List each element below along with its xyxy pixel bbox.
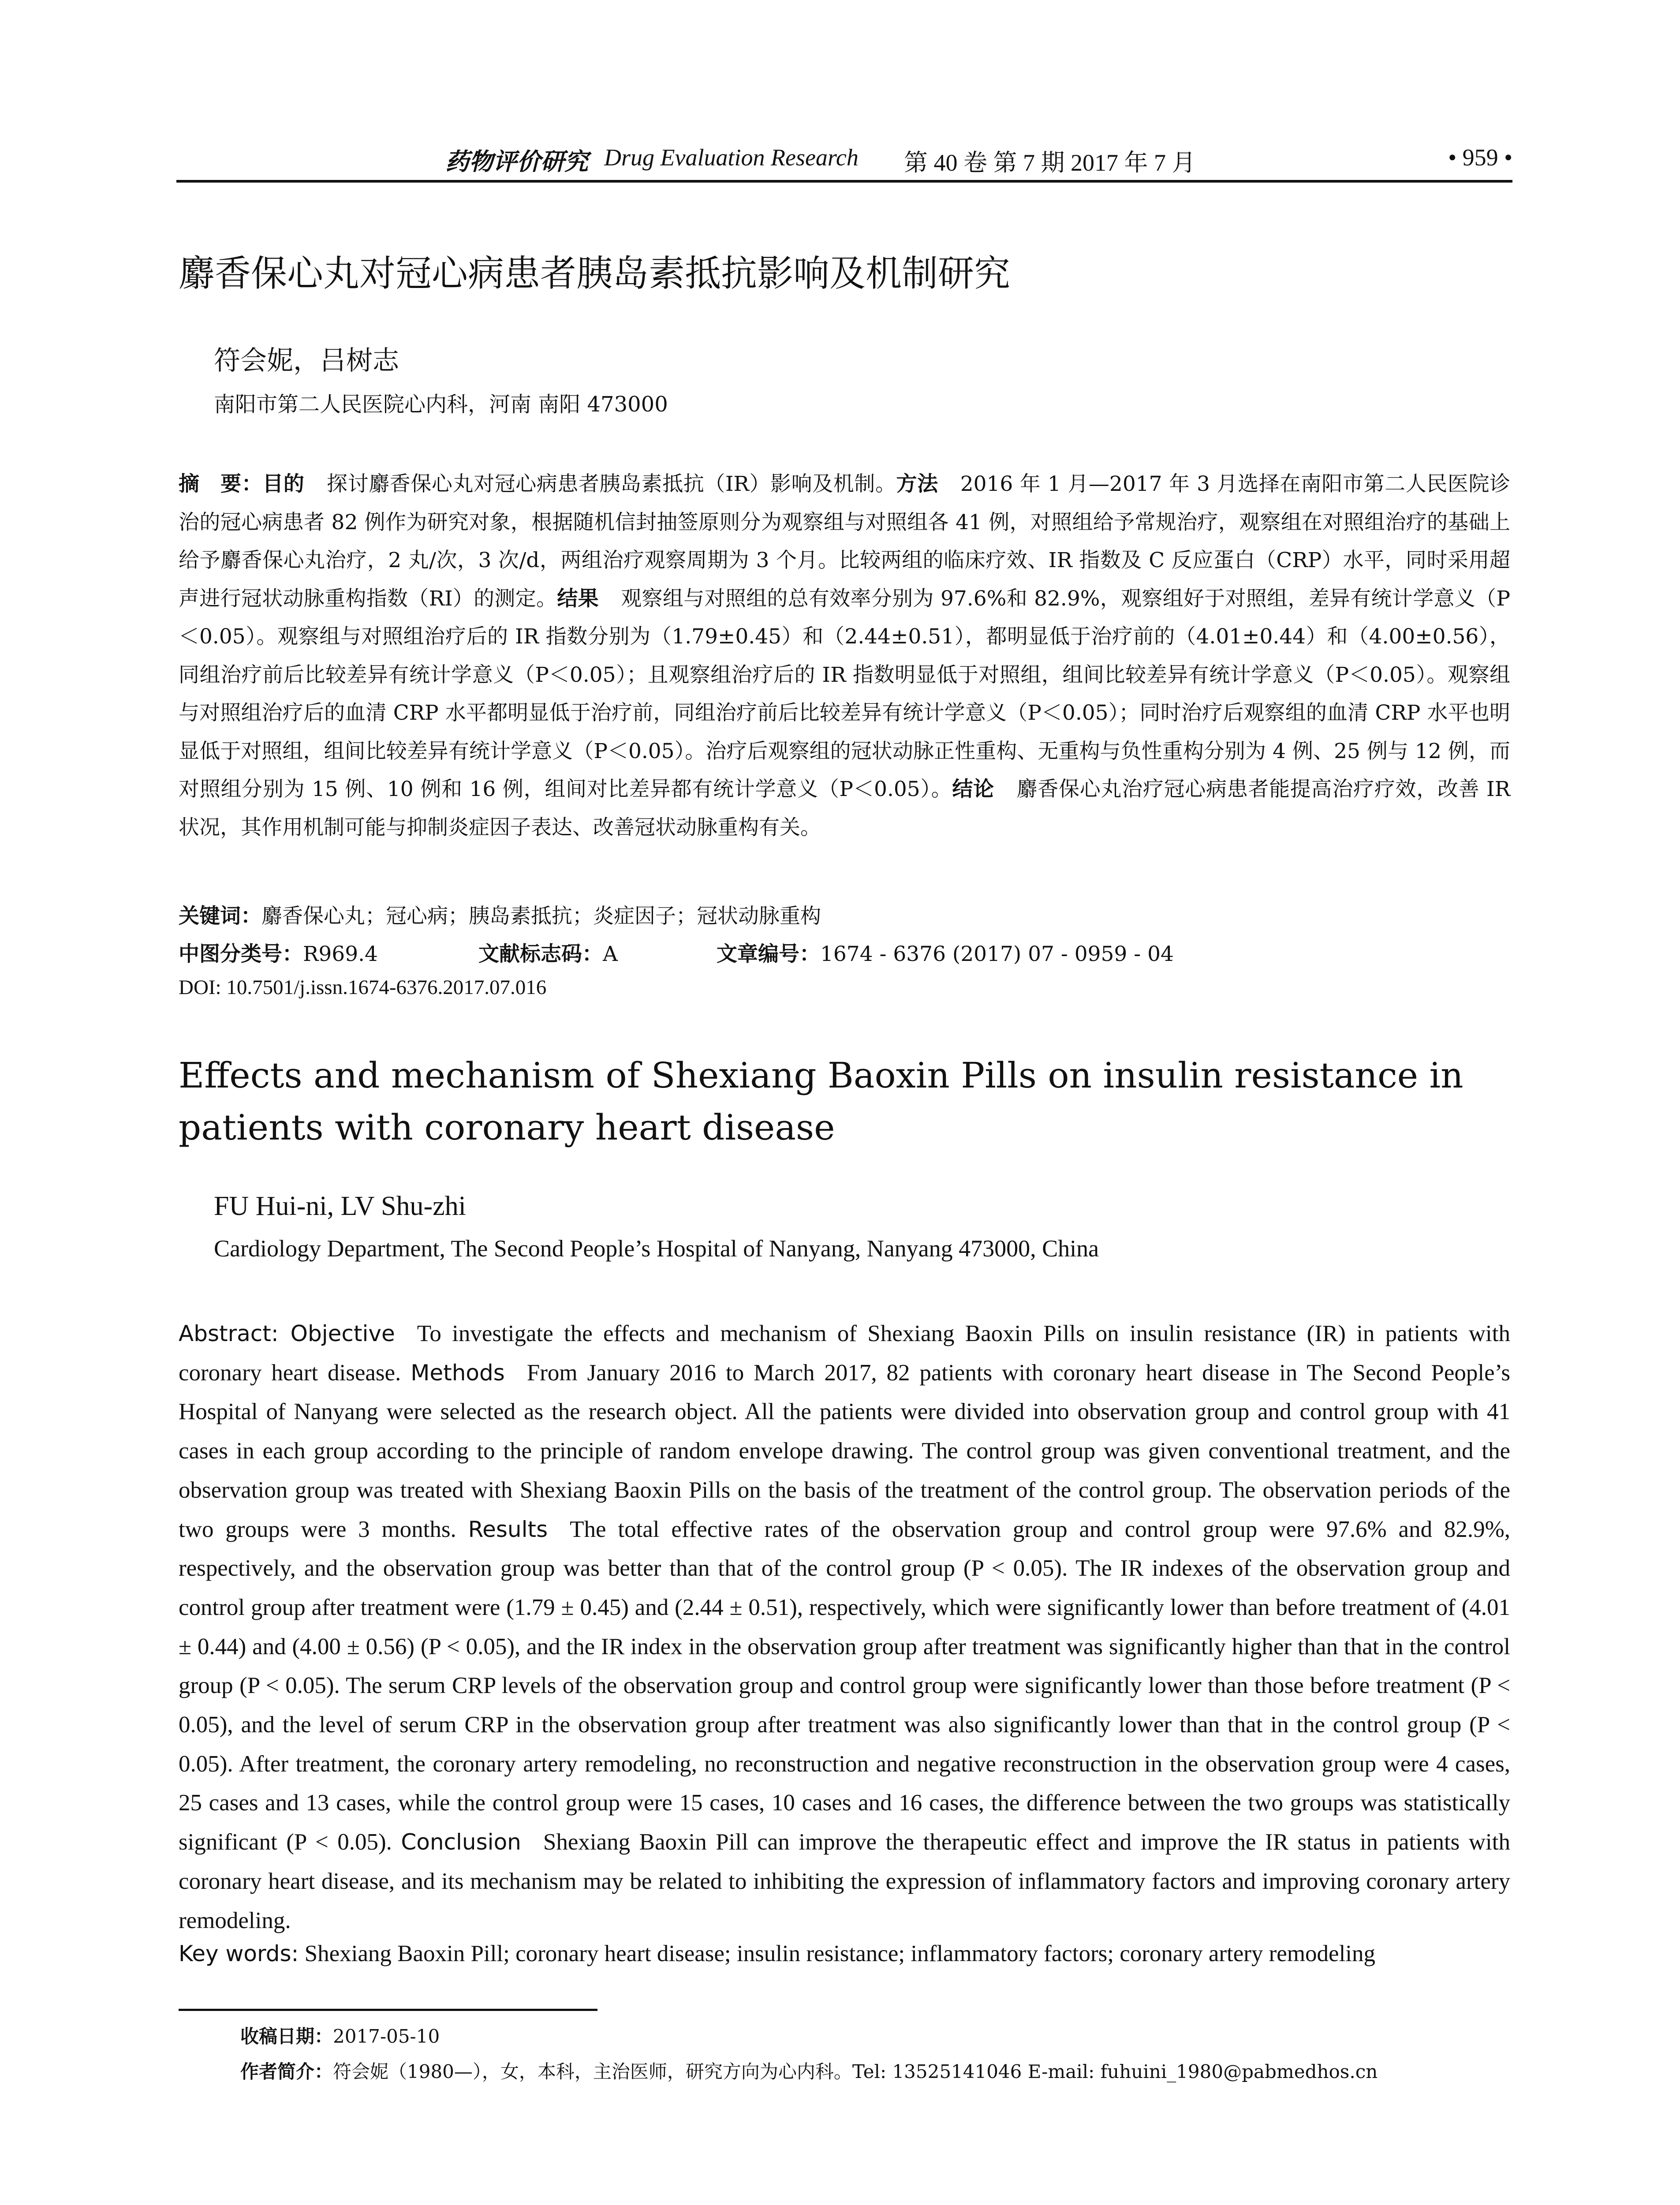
bio-label: 作者简介： [240,2061,333,2082]
en-results-label: Results [468,1516,548,1542]
en-conclusion-label: Conclusion [401,1829,521,1855]
zh-conclusion-label: 结论 [952,777,994,801]
en-keywords: Shexiang Baoxin Pill; coronary heart disease; insulin resistance; inflammatory factors; coronary artery remodeling [304,1941,1376,1966]
author-bio: 符会妮（1980—），女，本科，主治医师，研究方向为心内科。Tel: 13525141046 E-mail: fuhuini_1980@pabmedhos.cn [333,2061,1378,2082]
en-methods: From January 2016 to March 2017, 82 patients with coronary heart disease in The Second People’s Hospital of Nanyang were selected as the research object. All the patients were divided into observation group and control group with 41 cases in each group according to the principle of random envelope drawing. The control group was given conventional treatment, and the observation group was treated with Shexiang Baoxin Pills on the basis of the treatment of the control group. The observation periods of the two groups were 3 months. [179,1360,1510,1542]
en-objective: To investigate the effects and mechanism of Shexiang Baoxin Pills on insulin resistance (IR) in patients with coronary heart disease. [179,1321,1510,1386]
en-abstract [179,1314,1510,1940]
zh-authors: 符会妮，吕树志 [214,345,399,376]
zh-results-label: 结果 [557,586,599,611]
en-results: The total effective rates of the observation group and control group were 97.6% and 82.9%, respectively, and the observation group was better than that of the control group (P < 0.05). The IR indexes of the observation group and control group after treatment were (1.79 ± 0.45) and (2.44 ± 0.51), respectively, which were significantly lower than before treatment of (4.01 ± 0.44) and (4.00 ± 0.56) (P < 0.05), and the IR index in the observation group after treatment was significantly higher than that in the control group (P < 0.05). The serum CRP levels of the observation group and control group were significantly lower than those before treatment (P < 0.05), and the level of serum CRP in the observation group after treatment was also significantly lower than that in the control group (P < 0.05). After treatment, the coronary artery remodeling, no reconstruction and negative reconstruction in the observation group were 4 cases, 25 cases and 13 cases, while the control group were 15 cases, 10 cases and 16 cases, the difference between the two groups was statistically significant (P < 0.05). [179,1516,1511,1855]
zh-title: 麝香保心丸对冠心病患者胰岛素抵抗影响及机制研究 [179,253,1011,295]
zh-objective: 探讨麝香保心丸对冠心病患者胰岛素抵抗（IR）影响及机制。 [326,472,896,496]
en-affiliation: Cardiology Department, The Second People’s Hospital of Nanyang, Nanyang 473000, China [214,1235,1099,1262]
article-no: 1674 - 6376 (2017) 07 - 0959 - 04 [820,942,1174,966]
zh-methods-label: 方法 [896,472,938,496]
doc-code: A [603,942,618,966]
article-no-label: 文章编号： [717,942,820,966]
en-keywords-label: Key words: [179,1941,299,1966]
journal-name: Drug Evaluation Research [604,144,859,171]
en-authors: FU Hui-ni, LV Shu-zhi [214,1191,466,1221]
footnote-rule [179,2009,597,2011]
en-conclusion: Shexiang Baoxin Pill can improve the therapeutic effect and improve the IR status in patients with coronary heart disease, and its mechanism may be related to inhibiting the expression of inflammatory factors and improving coronary artery remodeling. [179,1829,1510,1933]
clc-code: R969.4 [303,942,378,966]
en-methods-label: Methods [411,1360,505,1386]
received-label: 收稿日期： [240,2026,333,2047]
journal-logo: 药物评价研究 [445,147,588,176]
running-header [176,140,1512,183]
footnote-received [240,2022,440,2048]
page-number: • 959 • [1448,144,1512,171]
zh-methods: 2016 年 1 月—2017 年 3 月选择在南阳市第二人民医院诊治的冠心病患者 82 例作为研究对象，根据随机信封抽签原则分为观察组与对照组各 41 例，对照组给予常规治疗，观察组在对照组治疗的基础上给予麝香保心丸治疗，2 丸/次，3 次/d，两组治疗观察周期为 3 个月。比较两组的临床疗效、IR 指数及 C 反应蛋白（CRP）水平，同时采用超声进行冠状动脉重构指数（RI）的测定。 [179,472,1511,611]
issue-info: 第 40 卷 第 7 期 2017 年 7 月 [904,149,1196,176]
zh-keywords-label: 关键词： [179,904,261,928]
zh-affiliation: 南阳市第二人民医院心内科，河南 南阳 473000 [214,392,668,417]
zh-results: 观察组与对照组的总有效率分别为 97.6%和 82.9%，观察组好于对照组，差异有统计学意义（P＜0.05）。观察组与对照组治疗后的 IR 指数分别为（1.79±0.45）和（2.44±0.51），都明显低于治疗前的（4.01±0.44）和（4.00±0.56），同组治疗前后比较差异有统计学意义（P＜0.05）；且观察组治疗后的 IR 指数明显低于对照组，组间比较差异有统计学意义（P＜0.05）。观察组与对照组治疗后的血清 CRP 水平都明显低于治疗前，同组治疗前后比较差异有统计学意义（P＜0.05）；同时治疗后观察组的血清 CRP 水平也明显低于对照组，组间比较差异有统计学意义（P＜0.05）。治疗后观察组的冠状动脉正性重构、无重构与负性重构分别为 4 例、25 例与 12 例，而对照组分别为 15 例、10 例和 16 例，组间对比差异都有统计学意义（P＜0.05）。 [179,586,1511,801]
en-abstract-label: Abstract: Objective [179,1321,395,1346]
en-keywords-line [179,1940,1510,1967]
received-date: 2017-05-10 [333,2026,440,2047]
doi: DOI: 10.7501/j.issn.1674-6376.2017.07.016 [179,976,547,999]
zh-classification-line [179,938,1174,967]
zh-keywords: 麝香保心丸；冠心病；胰岛素抵抗；炎症因子；冠状动脉重构 [261,904,821,928]
clc-label: 中图分类号： [179,942,303,966]
footnote-author-bio [240,2057,1378,2084]
doc-code-label: 文献标志码： [478,942,603,966]
zh-abstract-label: 摘 要： [179,472,263,496]
zh-keywords-line [179,900,821,929]
zh-objective-label: 目的 [262,472,305,496]
zh-abstract [179,465,1510,847]
zh-conclusion: 麝香保心丸治疗冠心病患者能提高治疗疗效，改善 IR 状况，其作用机制可能与抑制炎症因子表达、改善冠状动脉重构有关。 [179,777,1511,840]
en-title: Effects and mechanism of Shexiang Baoxin Pills on insulin resistance in patients with coronary heart disease [179,1055,1463,1148]
